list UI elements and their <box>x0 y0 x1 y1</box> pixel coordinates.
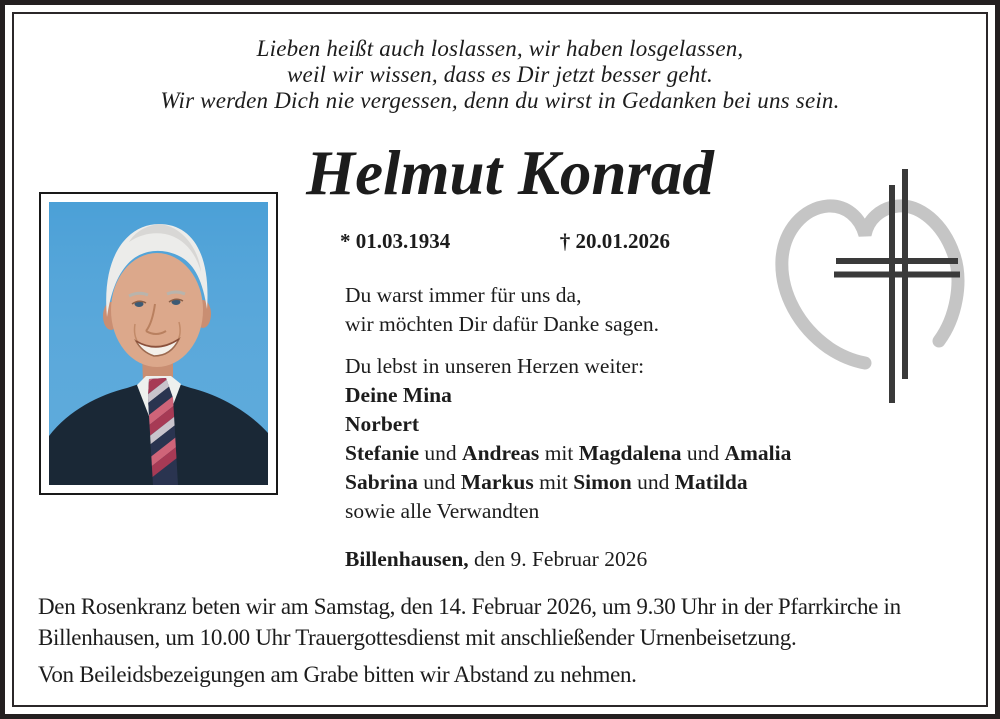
death-date: † 20.01.2026 <box>559 229 670 253</box>
mourner-line <box>345 381 905 410</box>
rosary-announcement <box>38 592 983 653</box>
text-segment: Markus <box>460 470 534 494</box>
mourner-line <box>345 410 905 439</box>
announcements-block <box>38 592 983 691</box>
mourners-paragraph <box>345 352 905 526</box>
deceased-name: Helmut Konrad <box>306 138 714 208</box>
portrait-photo-frame <box>39 192 278 495</box>
text-segment: Magdalena <box>578 441 682 465</box>
text-segment: Sabrina <box>345 470 418 494</box>
text-segment: und <box>419 441 463 465</box>
text-segment: und <box>417 470 461 494</box>
text-segment: Norbert <box>345 412 420 436</box>
text-segment: Deine Mina <box>345 383 452 407</box>
text-segment: mit <box>539 441 579 465</box>
place-dateline <box>345 545 905 574</box>
verse-line: Lieben heißt auch loslassen, wir haben losgelassen, <box>256 36 744 61</box>
thanks-paragraph <box>345 281 905 339</box>
text-segment: und <box>681 441 725 465</box>
text-segment: und <box>631 470 675 494</box>
mourners-intro: Du lebst in unseren Herzen weiter: <box>345 354 645 378</box>
text-segment: Andreas <box>462 441 540 465</box>
rosary-line: Billenhausen, um 10.00 Uhr Trauergottesdienst mit anschließender Urnenbeisetzung. <box>38 624 797 650</box>
text-segment: Stefanie <box>345 441 420 465</box>
text-segment: Amalia <box>724 441 792 465</box>
memorial-verse <box>5 36 995 114</box>
tribute-block <box>345 281 905 574</box>
condolence-note: Von Beileidsbezeigungen am Grabe bitten wir Abstand zu nehmen. <box>38 662 637 687</box>
text-segment: Simon <box>573 470 632 494</box>
mourner-line <box>345 439 905 468</box>
verse-line: weil wir wissen, dass es Dir jetzt besser geht. <box>287 62 713 87</box>
text-segment: den 9. Februar 2026 <box>468 547 648 571</box>
life-dates <box>340 229 670 254</box>
text-segment: mit <box>533 470 574 494</box>
thanks-line: wir möchten Dir dafür Danke sagen. <box>345 312 660 336</box>
text-segment: Billenhausen, <box>345 547 469 571</box>
rosary-line: Den Rosenkranz beten wir am Samstag, den 14. Februar 2026, um 9.30 Uhr in der Pfarrkirche in <box>38 594 901 619</box>
birth-date: * 01.03.1934 <box>340 229 451 253</box>
mourner-line <box>345 497 905 526</box>
portrait-photo <box>49 202 268 485</box>
thanks-line: Du warst immer für uns da, <box>345 283 582 307</box>
text-segment: Matilda <box>674 470 748 494</box>
mourner-line <box>345 468 905 497</box>
text-segment: sowie alle Verwandten <box>345 499 540 523</box>
verse-line: Wir werden Dich nie vergessen, denn du wirst in Gedanken bei uns sein. <box>160 88 840 113</box>
